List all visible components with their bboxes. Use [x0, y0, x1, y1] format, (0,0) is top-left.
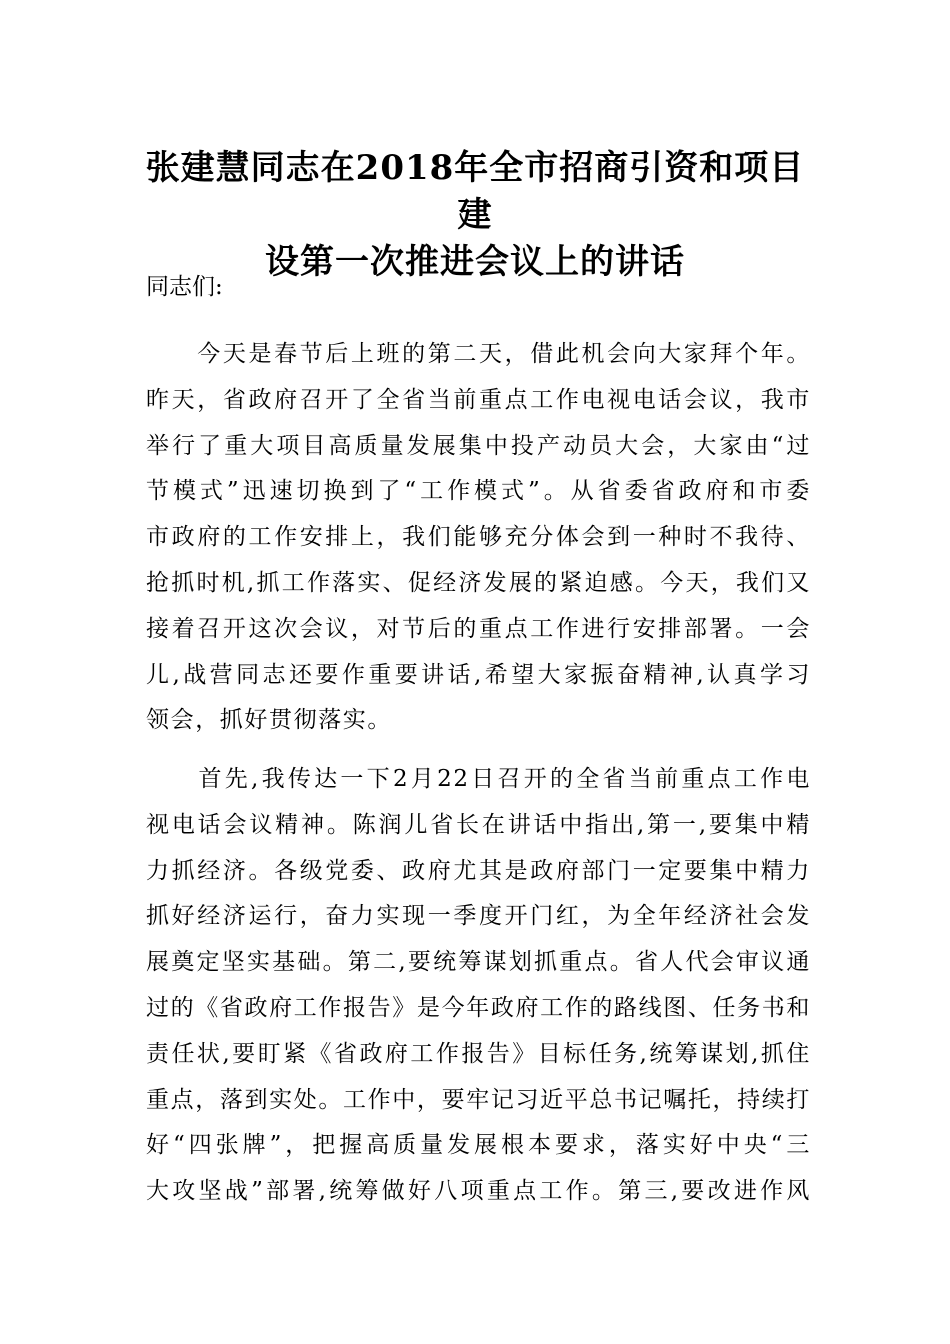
paragraph-line: 抢抓时机,抓工作落实、促经济发展的紧迫感。今天，我们又	[146, 569, 811, 596]
paragraph-line: 大攻坚战”部署,统筹做好八项重点工作。第三,要改进作风	[146, 1178, 811, 1205]
document-title	[140, 145, 810, 286]
paragraph-line: 重点，落到实处。工作中，要牢记习近平总书记嘱托，持续打	[146, 1086, 811, 1113]
paragraph-line: 接着召开这次会议，对节后的重点工作进行安排部署。一会	[146, 615, 811, 642]
paragraph-line: 力抓经济。各级党委、政府尤其是政府部门一定要集中精力	[146, 857, 811, 884]
paragraph-line: 昨天，省政府召开了全省当前重点工作电视电话会议，我市	[146, 386, 811, 413]
title-line-2: 设第一次推进会议上的讲话	[265, 242, 685, 282]
title-line-1: 张建慧同志在2018年全市招商引资和项目建	[145, 148, 805, 235]
paragraph-line: 领会，抓好贯彻落实。	[146, 707, 392, 734]
salutation: 同志们:	[146, 274, 223, 300]
paragraph-line: 展奠定坚实基础。第二,要统筹谋划抓重点。省人代会审议通	[146, 949, 811, 976]
paragraph-line: 市政府的工作安排上，我们能够充分体会到一种时不我待、	[146, 524, 811, 551]
paragraph-2	[146, 757, 811, 1215]
paragraph-line: 首先,我传达一下2月22日召开的全省当前重点工作电	[146, 766, 811, 792]
paragraph-line: 过的《省政府工作报告》是今年政府工作的路线图、任务书和	[146, 994, 811, 1021]
paragraph-line: 举行了重大项目高质量发展集中投产动员大会，大家由“过	[146, 432, 811, 459]
paragraph-line: 责任状,要盯紧《省政府工作报告》目标任务,统筹谋划,抓住	[146, 1040, 811, 1067]
paragraph-line: 儿,战营同志还要作重要讲话,希望大家振奋精神,认真学习	[146, 661, 811, 688]
paragraph-1	[146, 332, 811, 744]
paragraph-line: 节模式”迅速切换到了“工作模式”。从省委省政府和市委	[146, 478, 811, 505]
paragraph-line: 好“四张牌”，把握高质量发展根本要求，落实好中央“三	[146, 1132, 811, 1159]
paragraph-line: 抓好经济运行，奋力实现一季度开门红，为全年经济社会发	[146, 903, 811, 930]
paragraph-line: 视电话会议精神。陈润儿省长在讲话中指出,第一,要集中精	[146, 811, 811, 838]
paragraph-line: 今天是春节后上班的第二天，借此机会向大家拜个年。	[146, 341, 811, 367]
